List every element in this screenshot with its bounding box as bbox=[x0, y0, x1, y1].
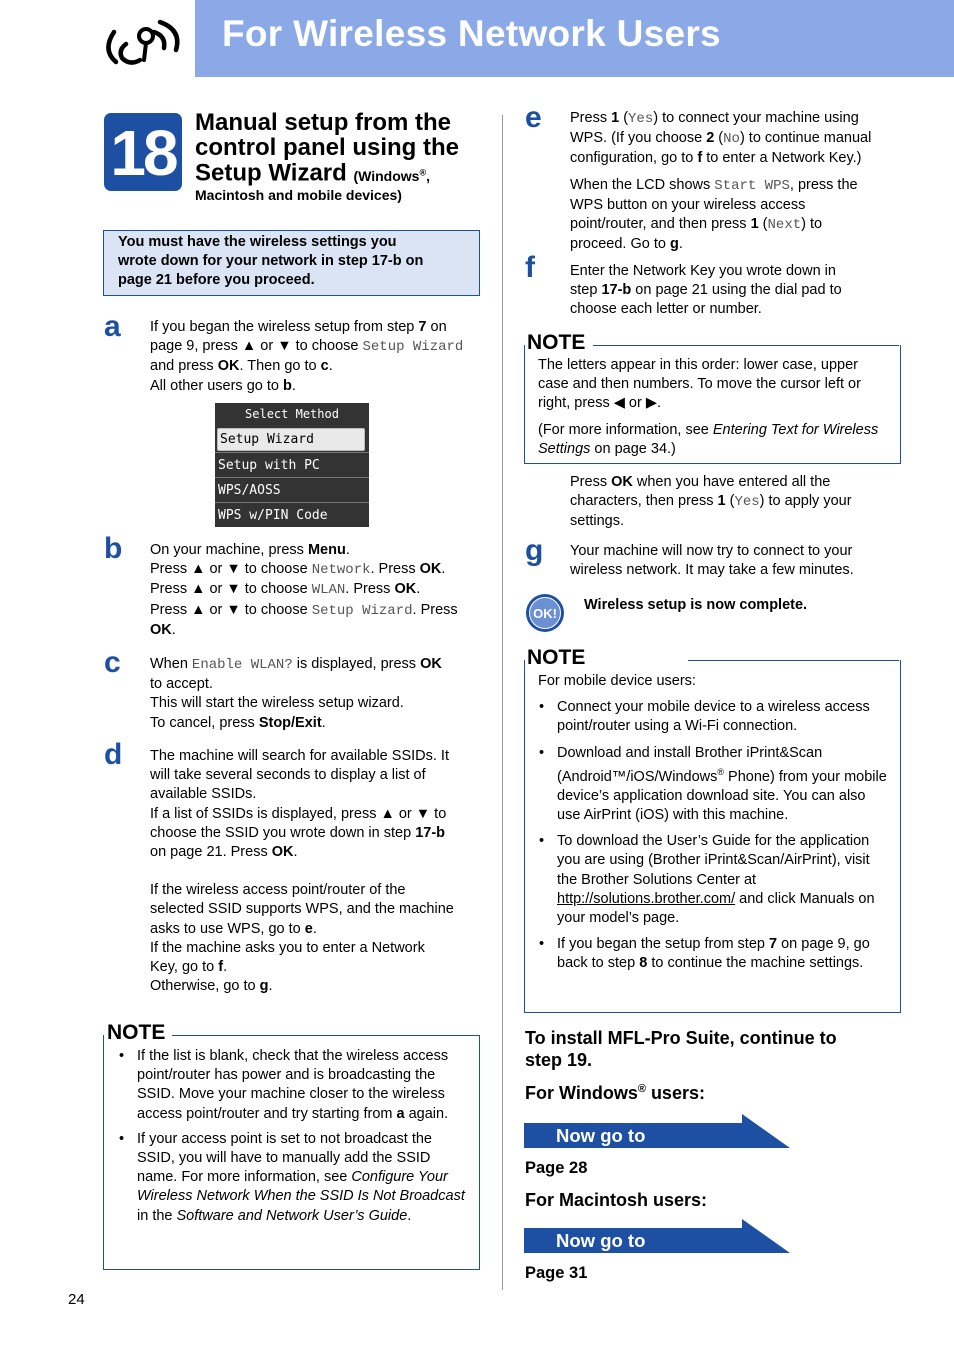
install-heading: To install MFL-Pro Suite, continue to step 19. bbox=[525, 1028, 837, 1070]
substep-letter-g: g bbox=[525, 534, 544, 567]
list-item: • If the list is blank, check that the wireless access point/router has power and is broadcasting the SSID. Move your machine closer to the wireless access point/router and try starting from a again. bbox=[118, 1047, 466, 1124]
note-title: NOTE bbox=[527, 646, 586, 669]
step-title: Manual setup from the control panel using the Setup Wizard (Windows®, bbox=[195, 109, 460, 187]
windows-users-heading: For Windows® users: bbox=[525, 1083, 705, 1103]
lcd-item: Setup with PC bbox=[215, 452, 369, 477]
list-item: • If your access point is set to not broadcast the SSID, you will have to manually add the SSID name. For more information, see Configure Your Wireless Network When the SSID Is Not Broadcast in the Software and Network User’s Guide. bbox=[118, 1130, 466, 1226]
solutions-center-link[interactable]: http://solutions.brother.com/ bbox=[557, 890, 736, 907]
substep-f-continued: Press OK when you have entered all the characters, then press 1 (Yes) to apply your settings. bbox=[570, 474, 852, 530]
now-go-to-label: Now go to bbox=[556, 1230, 646, 1251]
page-header-title: For Wireless Network Users bbox=[222, 13, 721, 54]
substep-c-text: When Enable WLAN? is displayed, press OK to accept. This will start the wireless setup wizard. To cancel, press Stop/Exit. bbox=[150, 656, 442, 731]
substep-g-text: Your machine will now try to connect to your wireless network. It may take a few minutes. bbox=[570, 543, 854, 579]
note-title: NOTE bbox=[527, 331, 586, 354]
now-go-to-label: Now go to bbox=[556, 1125, 646, 1146]
wireless-signal-icon bbox=[100, 10, 188, 68]
substep-e-text: Press 1 (Yes) to connect your machine using WPS. (If you choose 2 (No) to continue manual configuration, go to f to enter a Network Key.) When the LCD shows Start WPS, press the WPS button on your wireless access point/router, and then press 1 (Next) to proceed. Go to g. bbox=[570, 110, 872, 253]
lcd-selected-item: Setup Wizard bbox=[217, 428, 365, 451]
lcd-screen bbox=[215, 403, 369, 527]
substep-b-text: On your machine, press Menu. Press ▲ or ▼ to choose Network. Press OK. Press ▲ or ▼ to choose WLAN. Press OK. Press ▲ or ▼ to choose Setup Wizard. Press OK. bbox=[150, 542, 458, 638]
step-number: 18 bbox=[110, 117, 176, 189]
list-item: • Connect your mobile device to a wireless access point/router using a Wi-Fi connection. bbox=[538, 698, 890, 736]
list-item: • To download the User’s Guide for the application you are using (Brother iPrint&Scan/AirPrint), visit the Brother Solutions Center at http://solutions.brother.com/ and click Manuals on your model’s page. bbox=[538, 832, 890, 928]
substep-f-text: Enter the Network Key you wrote down in step 17-b on page 21 using the dial pad to choose each letter or number. bbox=[570, 263, 842, 318]
list-item: • If you began the setup from step 7 on page 9, go back to step 8 to continue the machine settings. bbox=[538, 935, 890, 973]
substep-letter-b: b bbox=[104, 532, 123, 565]
note-right2-content: For mobile device users: • Connect your mobile device to a wireless access point/router using a Wi-Fi connection. • Download and install Brother iPrint&Scan (Android™/iOS/Windows® Phone) from your mobile device’s application download site. You can also use AirPrint (iOS) with this machine. • To download the User’s Guide for the application you are using (Brother iPrint&Scan/AirPrint), visit the Brother Solutions Center at http://solutions.brother.com/ and click Manuals on your model’s page. • If you began the setup from step 7 on page 9, go back to step 8 to continue the machine settings. bbox=[538, 672, 890, 980]
complete-message: Wireless setup is now complete. bbox=[584, 597, 808, 613]
warning-text: You must have the wireless settings you wrote down for your network in step 17-b on page 21 before you proceed. bbox=[118, 234, 424, 288]
substep-d-text: The machine will search for available SSIDs. It will take several seconds to display a list of available SSIDs. If a list of SSIDs is displayed, press ▲ or ▼ to choose the SSID you wrote down in step 17-b on page 21. Press OK. If the wireless access point/router of the selected SSID supports WPS, and the machine asks to use WPS, go to e. If the machine asks you to enter a Network Key, go to f. Otherwise, go to g. bbox=[150, 748, 454, 995]
column-divider bbox=[502, 115, 503, 1290]
substep-letter-e: e bbox=[525, 101, 542, 134]
page-reference: Page 31 bbox=[525, 1264, 588, 1282]
substep-letter-f: f bbox=[525, 251, 535, 284]
page-number: 24 bbox=[68, 1291, 85, 1308]
substep-letter-c: c bbox=[104, 646, 121, 679]
substep-letter-d: d bbox=[104, 738, 123, 771]
note-right1-content: The letters appear in this order: lower case, upper case and then numbers. To move the cursor left or right, press ◀ or ▶. (For more information, see Entering Text for Wireless Settings on page 34.) bbox=[538, 357, 879, 457]
svg-text:OK!: OK! bbox=[533, 606, 557, 621]
lcd-item: WPS/AOSS bbox=[215, 477, 369, 502]
list-item: • Download and install Brother iPrint&Scan (Android™/iOS/Windows® Phone) from your mobile device’s application download site. You can also use AirPrint (iOS) with this machine. bbox=[538, 744, 890, 826]
page-reference: Page 28 bbox=[525, 1159, 588, 1177]
macintosh-users-heading: For Macintosh users: bbox=[525, 1190, 708, 1210]
ok-badge-icon bbox=[525, 593, 565, 633]
lcd-item: WPS w/PIN Code bbox=[215, 502, 369, 527]
note-title: NOTE bbox=[107, 1021, 166, 1044]
substep-a-text: If you began the wireless setup from step 7 on page 9, press ▲ or ▼ to choose Setup Wizard and press OK. Then go to c. All other users go to b. bbox=[150, 319, 464, 394]
step-subtitle: Macintosh and mobile devices) bbox=[195, 187, 402, 203]
lcd-header: Select Method bbox=[245, 407, 339, 421]
note-left-content bbox=[118, 1047, 466, 1232]
substep-letter-a: a bbox=[104, 310, 121, 343]
